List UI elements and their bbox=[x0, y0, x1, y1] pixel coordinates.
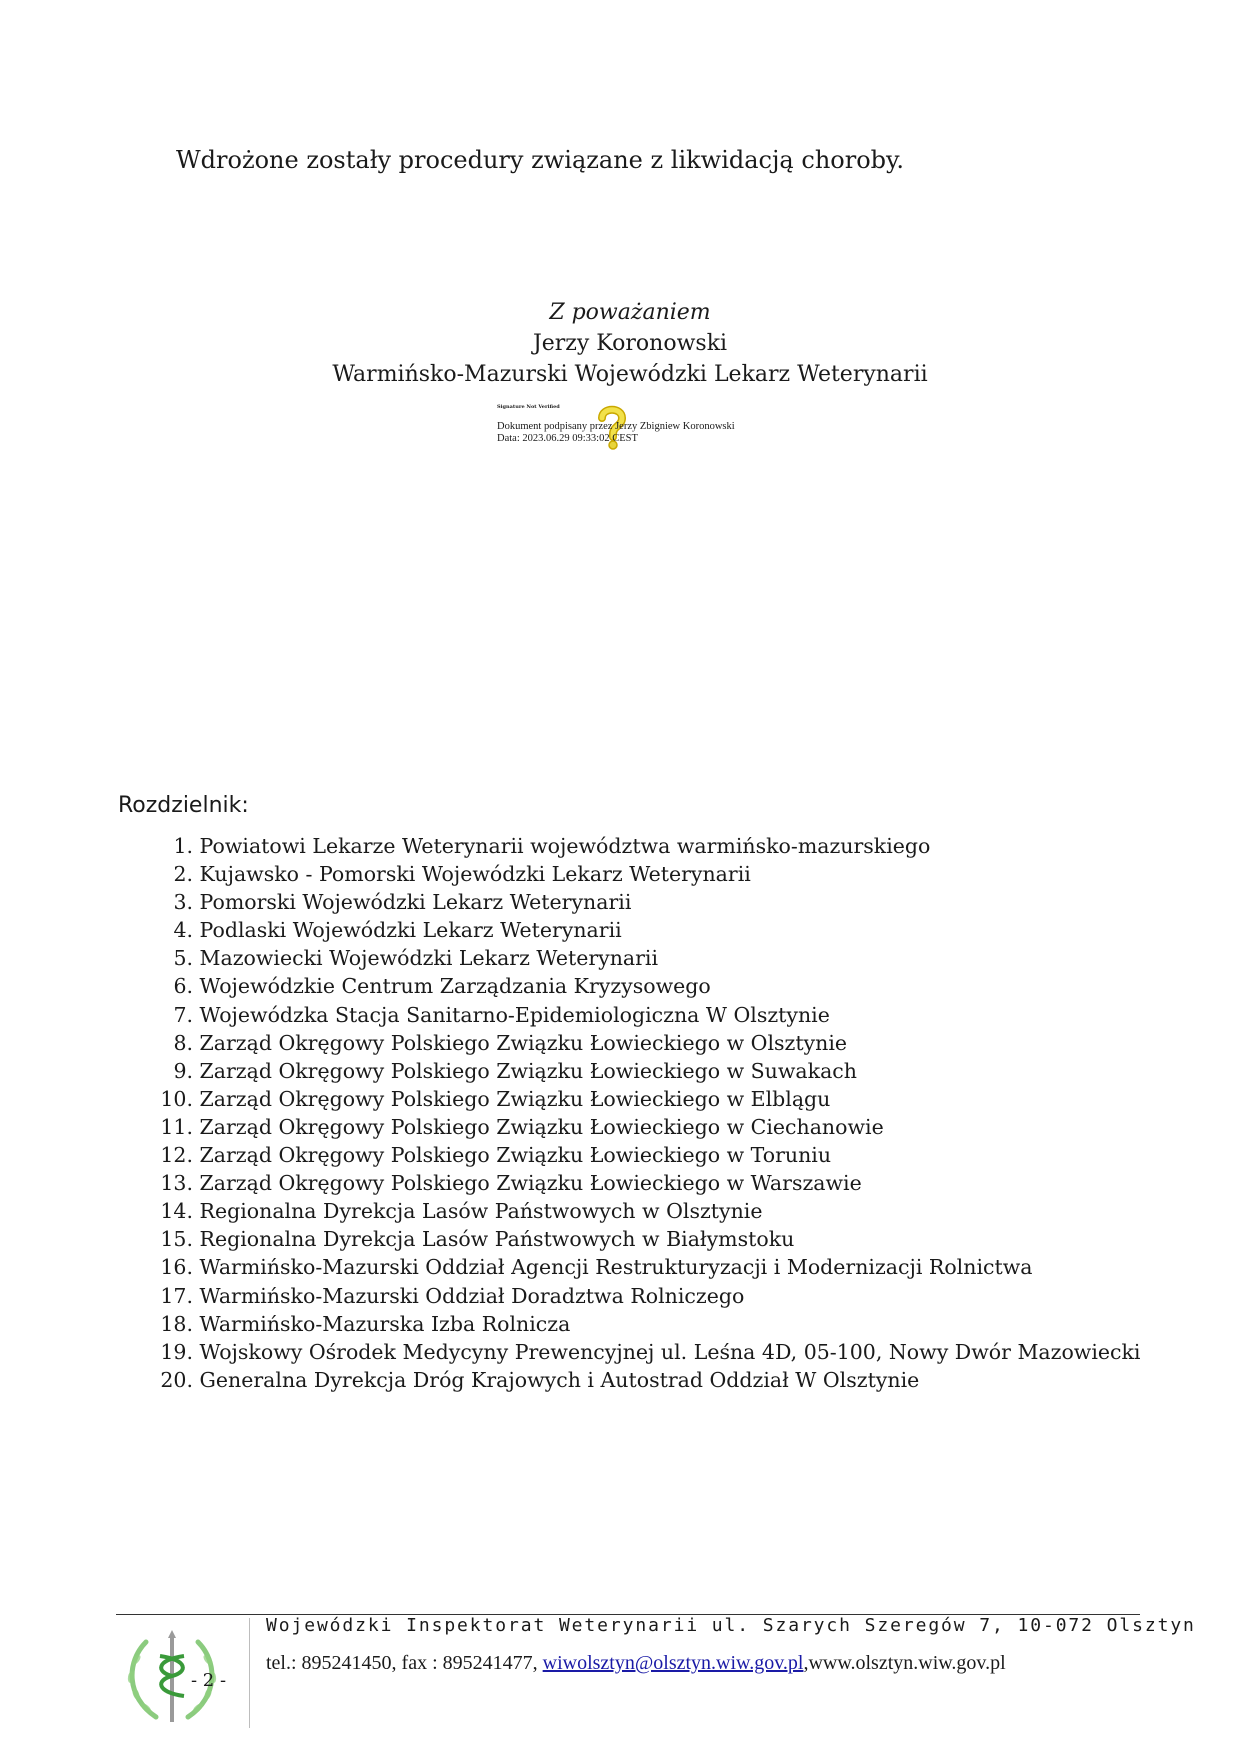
list-item-text: Podlaski Wojewódzki Lekarz Weterynarii bbox=[199, 918, 622, 943]
list-item bbox=[150, 1085, 1141, 1113]
page-number: - 2 - bbox=[191, 1670, 227, 1691]
list-item-number: 4. bbox=[173, 918, 193, 943]
footer-phone-fax: tel.: 895241450, fax : 895241477, bbox=[266, 1652, 543, 1674]
signatory-name: Jerzy Koronowski bbox=[532, 331, 728, 356]
signature-status: Signature Not Verified bbox=[497, 404, 560, 410]
list-item-text: Generalna Dyrekcja Dróg Krajowych i Autostrad Oddział W Olsztynie bbox=[199, 1367, 920, 1392]
list-item-text: Wojewódzka Stacja Sanitarno-Epidemiologiczna W Olsztynie bbox=[199, 1002, 830, 1027]
list-item bbox=[150, 1169, 1141, 1197]
list-item-number: 10. bbox=[160, 1086, 193, 1111]
list-item-text: Powiatowi Lekarze Weterynarii województwa warmińsko-mazurskiego bbox=[199, 834, 931, 858]
list-item-number: 3. bbox=[173, 890, 193, 915]
signatory-title: Warmińsko-Mazurski Wojewódzki Lekarz Weterynarii bbox=[332, 362, 928, 387]
list-item-text: Zarząd Okręgowy Polskiego Związku Łowieckiego w Ciechanowie bbox=[199, 1114, 884, 1139]
signature-signed-by: Dokument podpisany przez Jerzy Zbigniew Koronowski bbox=[497, 421, 735, 432]
footer-address: Wojewódzki Inspektorat Weterynarii ul. Szarych Szeregów 7, 10-072 Olsztyn bbox=[266, 1615, 1196, 1636]
list-item-text: Regionalna Dyrekcja Lasów Państwowych w Olsztynie bbox=[199, 1199, 763, 1224]
footer-website: ,www.olsztyn.wiw.gov.pl bbox=[803, 1652, 1006, 1674]
distribution-list bbox=[150, 832, 1141, 1394]
list-item-text: Wojskowy Ośrodek Medycyny Prewencyjnej ul. Leśna 4D, 05-100, Nowy Dwór Mazowiecki bbox=[199, 1339, 1141, 1364]
list-item bbox=[150, 1338, 1141, 1366]
footer-contact bbox=[266, 1652, 1006, 1675]
list-item-text: Zarząd Okręgowy Polskiego Związku Łowieckiego w Elblągu bbox=[199, 1086, 831, 1111]
list-item bbox=[150, 860, 1141, 888]
list-item bbox=[150, 832, 1141, 860]
signature-date: Data: 2023.06.29 09:33:02 CEST bbox=[497, 433, 638, 444]
list-item-text: Warmińsko-Mazurska Izba Rolnicza bbox=[199, 1311, 571, 1336]
list-item-number: 18. bbox=[160, 1311, 193, 1336]
list-item-text: Zarząd Okręgowy Polskiego Związku Łowieckiego w Olsztynie bbox=[199, 1030, 848, 1055]
list-item bbox=[150, 1197, 1141, 1225]
digital-signature-block[interactable] bbox=[497, 404, 787, 450]
list-item-text: Wojewódzkie Centrum Zarządzania Kryzysowego bbox=[199, 974, 711, 999]
list-item-number: 9. bbox=[173, 1058, 193, 1083]
list-item bbox=[150, 888, 1141, 916]
list-item-number: 14. bbox=[160, 1199, 193, 1224]
list-item bbox=[150, 1282, 1141, 1310]
list-item-text: Kujawsko - Pomorski Wojewódzki Lekarz Weterynarii bbox=[199, 862, 751, 887]
list-item-number: 12. bbox=[160, 1143, 193, 1168]
list-item-number: 15. bbox=[160, 1227, 193, 1252]
list-item bbox=[150, 944, 1141, 972]
list-item bbox=[150, 916, 1141, 944]
list-item-text: Mazowiecki Wojewódzki Lekarz Weterynarii bbox=[199, 946, 659, 971]
list-item-text: Warmińsko-Mazurski Oddział Agencji Restrukturyzacji i Modernizacji Rolnictwa bbox=[199, 1255, 1033, 1280]
intro-paragraph: Wdrożone zostały procedury związane z likwidacją choroby. bbox=[176, 146, 905, 174]
list-item-number: 17. bbox=[160, 1283, 193, 1308]
list-item-number: 7. bbox=[173, 1002, 193, 1027]
list-item bbox=[150, 1057, 1141, 1085]
list-item-number: 16. bbox=[160, 1255, 193, 1280]
list-item-text: Pomorski Wojewódzki Lekarz Weterynarii bbox=[199, 890, 632, 915]
list-item bbox=[150, 972, 1141, 1000]
list-item bbox=[150, 1253, 1141, 1281]
list-item-number: 1. bbox=[173, 834, 193, 858]
list-item-number: 5. bbox=[173, 946, 193, 971]
list-item-text: Regionalna Dyrekcja Lasów Państwowych w Białymstoku bbox=[199, 1227, 795, 1252]
list-item bbox=[150, 1141, 1141, 1169]
list-item-number: 13. bbox=[160, 1171, 193, 1196]
list-item-text: Zarząd Okręgowy Polskiego Związku Łowieckiego w Warszawie bbox=[199, 1171, 862, 1196]
list-item bbox=[150, 1029, 1141, 1057]
list-item-number: 8. bbox=[173, 1030, 193, 1055]
list-item-number: 19. bbox=[160, 1339, 193, 1364]
list-item bbox=[150, 1225, 1141, 1253]
distribution-title: Rozdzielnik: bbox=[118, 793, 249, 818]
footer-vertical-divider bbox=[249, 1618, 250, 1728]
closing-regards: Z poważaniem bbox=[549, 300, 711, 325]
list-item bbox=[150, 1310, 1141, 1338]
list-item-text: Zarząd Okręgowy Polskiego Związku Łowieckiego w Suwakach bbox=[199, 1058, 857, 1083]
list-item-number: 20. bbox=[160, 1367, 193, 1392]
list-item bbox=[150, 1366, 1141, 1394]
list-item bbox=[150, 1001, 1141, 1029]
list-item-text: Warmińsko-Mazurski Oddział Doradztwa Rolniczego bbox=[199, 1283, 745, 1308]
list-item-number: 6. bbox=[173, 974, 193, 999]
list-item-number: 2. bbox=[173, 862, 193, 887]
list-item bbox=[150, 1113, 1141, 1141]
list-item-text: Zarząd Okręgowy Polskiego Związku Łowieckiego w Toruniu bbox=[199, 1143, 832, 1168]
footer-email-link[interactable]: wiwolsztyn@olsztyn.wiw.gov.pl bbox=[542, 1652, 804, 1674]
list-item-number: 11. bbox=[160, 1114, 193, 1139]
